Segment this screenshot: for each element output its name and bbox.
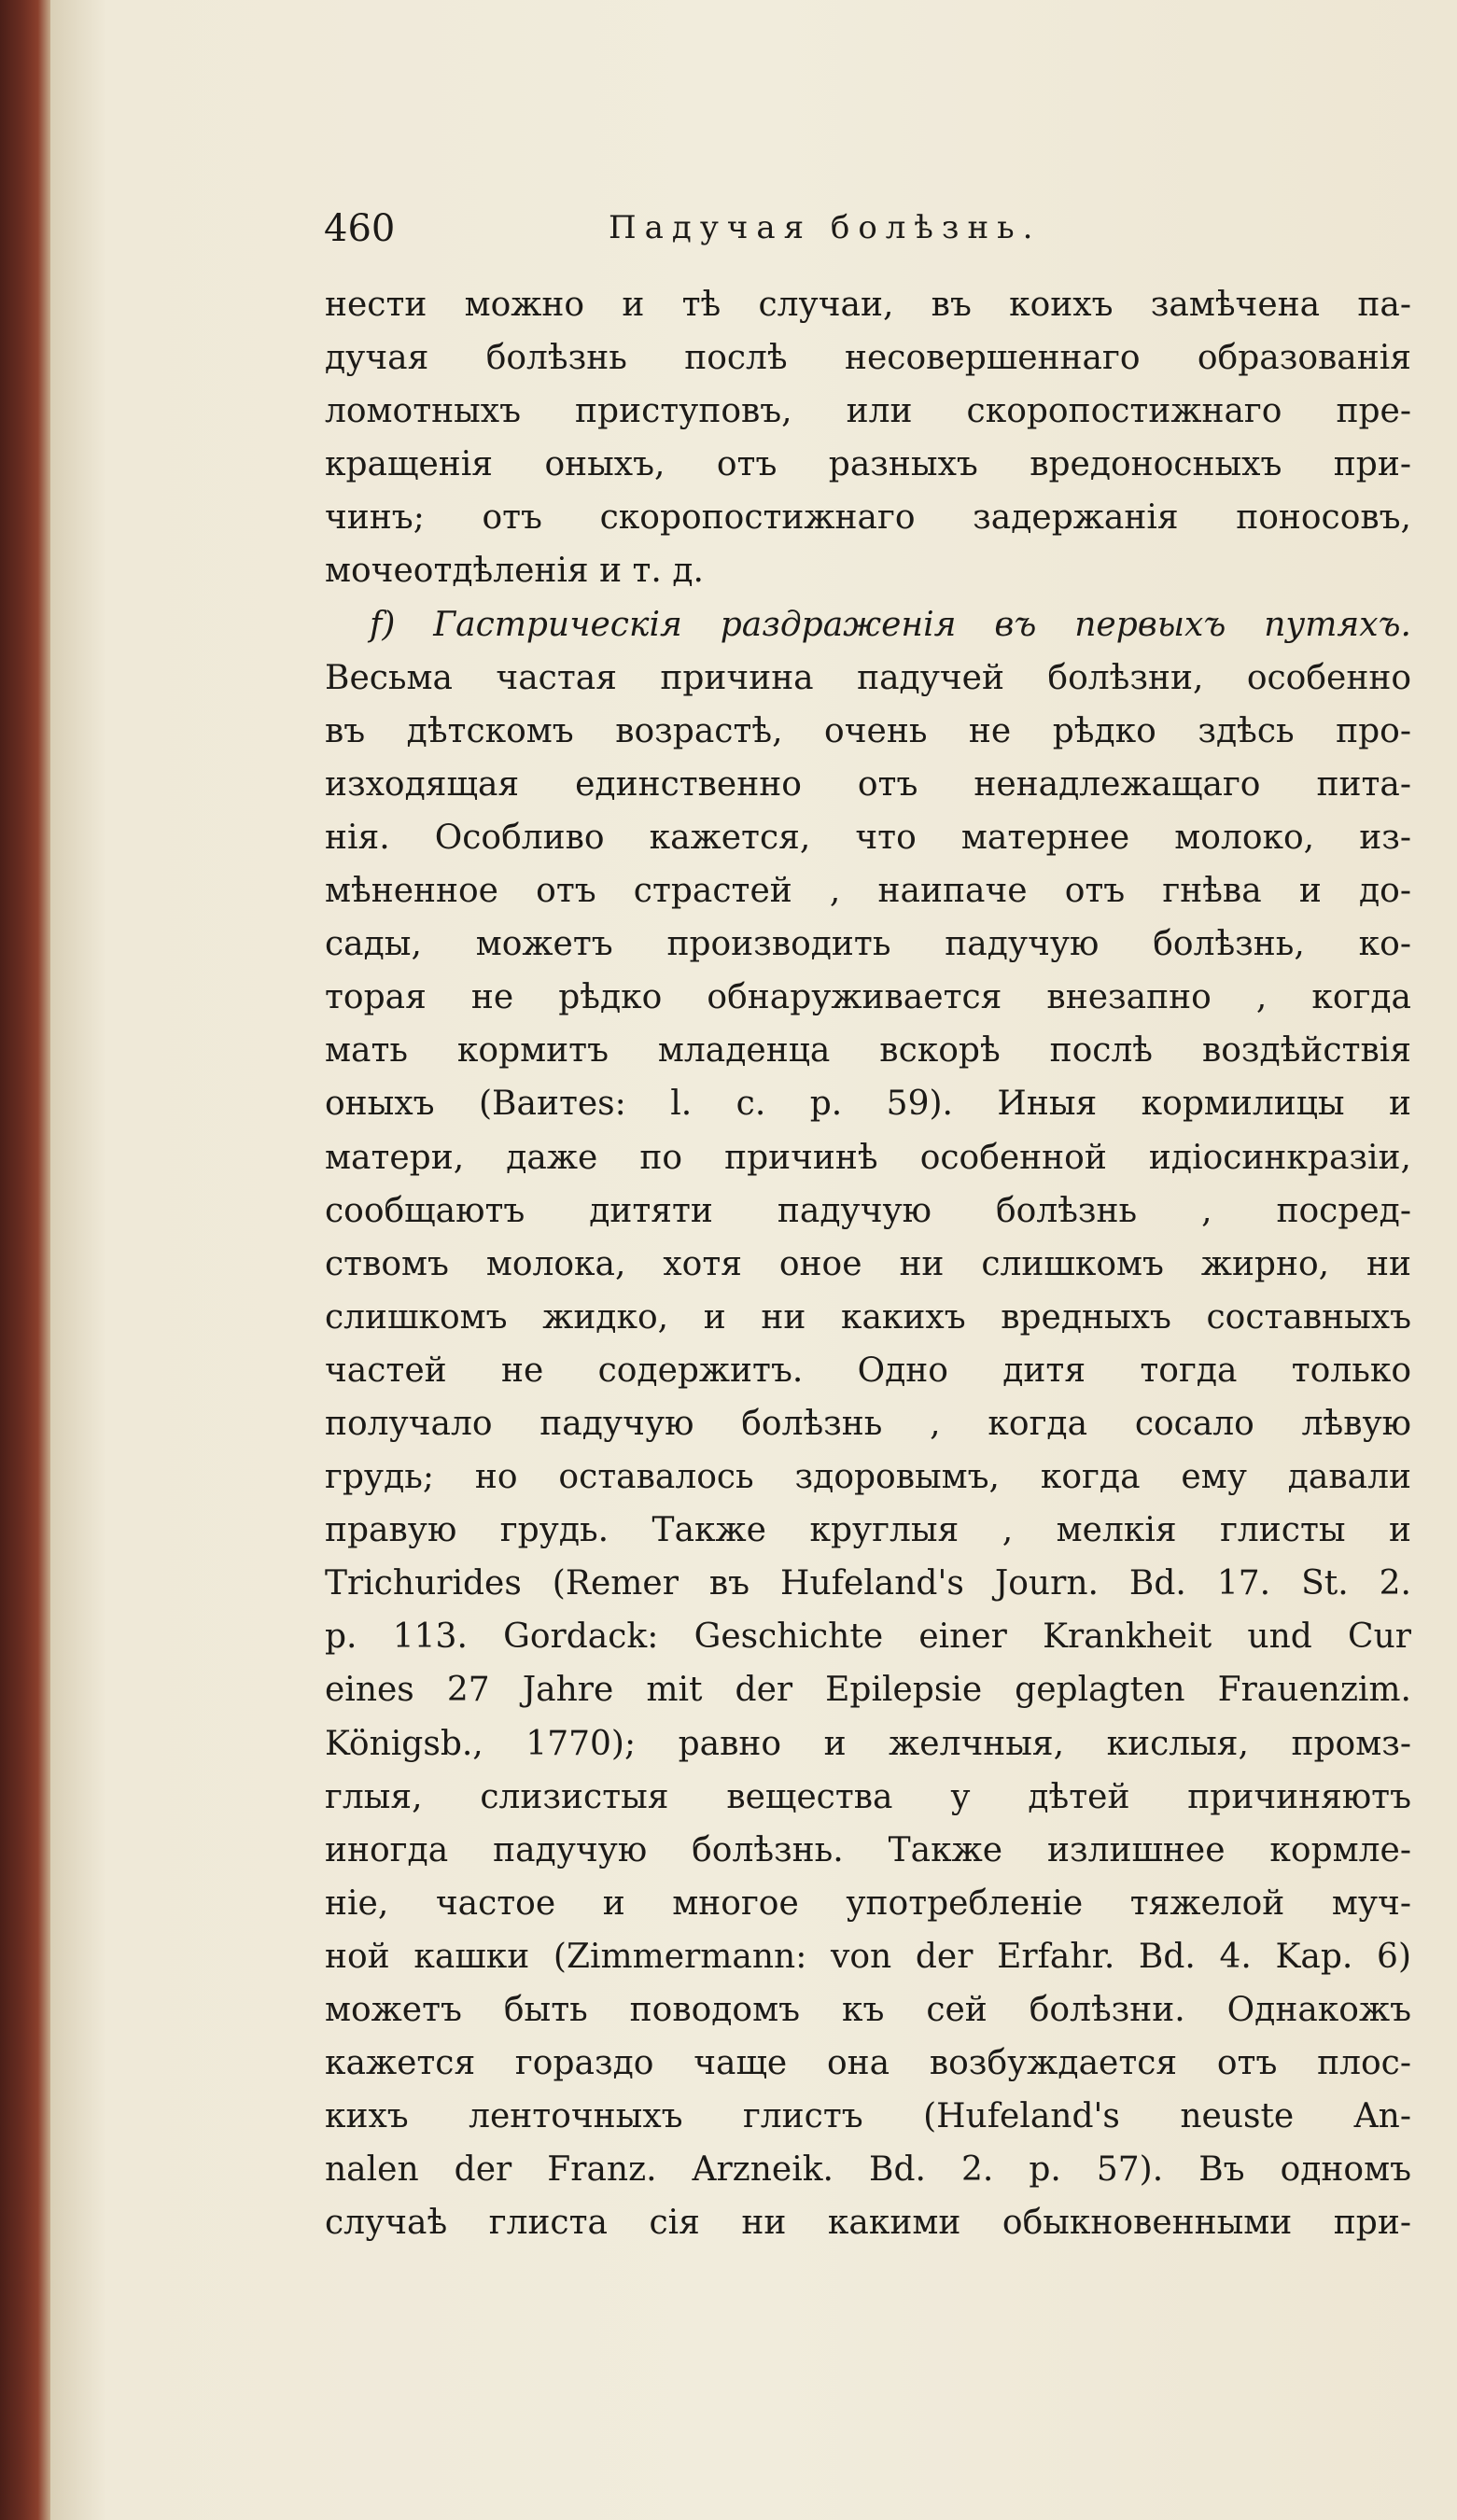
text-line: слишкомъ жидко, и ни какихъ вредныхъ составныхъ: [325, 1297, 1411, 1337]
text-line: мѣненное отъ страстей , наипаче отъ гнѣва и до-: [325, 872, 1411, 911]
text-line: кращенія оныхъ, отъ разныхъ вредоносныхъ при-: [325, 445, 1411, 484]
text-line: ломотныхъ приступовъ, или скоропостижнаго пре-: [325, 392, 1411, 431]
text-line: Весьма частая причина падучей болѣзни, особенно: [325, 658, 1411, 697]
text-line: ствомъ молока, хотя оное ни слишкомъ жирно, ни: [325, 1244, 1411, 1283]
text-line: глыя, слизистыя вещества у дѣтей причиняютъ: [325, 1777, 1411, 1816]
text-line: оныхъ (Ваитеs: l. c. p. 59). Иныя кормилицы и: [325, 1085, 1411, 1124]
text-line: p. 113. Gordack: Geschichte einer Krankheit und Cur: [325, 1617, 1411, 1657]
text-line: кажется гораздо чаще она возбуждается отъ плос-: [325, 2044, 1411, 2083]
text-line: ной кашки (Zimmermann: von der Erfahr. Bd. 4. Kap. 6): [325, 1937, 1411, 1976]
text-line: матери, даже по причинѣ особенной идіосинкразіи,: [325, 1138, 1411, 1177]
text-line: кихъ ленточныхъ глистъ (Hufeland's neuste An-: [325, 2097, 1411, 2136]
text-line: иногда падучую болѣзнь. Также излишнее кормле-: [325, 1830, 1411, 1869]
text-line: частей не содержитъ. Одно дитя тогда только: [325, 1351, 1411, 1390]
text-line: можетъ быть поводомъ къ сей болѣзни. Однакожъ: [325, 1991, 1411, 2029]
text-line: мочеотдѣленія и т. д.: [325, 552, 704, 591]
text-line: изходящая единственно отъ ненадлежащаго пита-: [325, 764, 1411, 804]
text-line: ніе, частое и многое употребленіе тяжелой муч-: [325, 1883, 1411, 1923]
text-line: nalen der Franz. Arzneik. Bd. 2. p. 57). Въ одномъ: [325, 2150, 1411, 2190]
text-line: Königsb., 1770); равно и желчныя, кислыя, промз-: [325, 1724, 1411, 1763]
page-header: [324, 207, 1425, 263]
text-line: нія. Особливо кажется, что матернее молоко, из-: [325, 818, 1411, 857]
text-line: чинъ; отъ скоропостижнаго задержанія поносовъ,: [325, 498, 1411, 538]
text-line: Trichurides (Remer въ Hufeland's Journ. Bd. 17. St. 2.: [325, 1564, 1411, 1603]
text-line: правую грудь. Также круглыя , мелкія глисты и: [325, 1511, 1411, 1550]
text-line: торая не рѣдко обнаруживается внезапно , когда: [325, 978, 1411, 1017]
book-spine-edge: [0, 0, 50, 2520]
text-line: грудь; но оставалось здоровымъ, когда ему давали: [325, 1458, 1411, 1497]
text-line: мать кормитъ младенца вскорѣ послѣ воздѣйствія: [325, 1031, 1411, 1071]
text-line: дучая болѣзнь послѣ несовершеннаго образованія: [325, 339, 1411, 378]
text-line: eines 27 Jahre mit der Epilepsie geplagten Frauenzim.: [325, 1671, 1411, 1710]
body-text: [325, 278, 1411, 2249]
page-number: 460: [324, 207, 396, 250]
text-line: получало падучую болѣзнь , когда сосало лѣвую: [325, 1404, 1411, 1443]
section-heading-line: f) Гастрическія раздраженія въ первыхъ путяхъ.: [370, 605, 1411, 644]
text-line: нести можно и тѣ случаи, въ коихъ замѣчена па-: [325, 286, 1411, 324]
text-line: случаѣ глиста сія ни какими обыкновенными при-: [325, 2204, 1411, 2243]
text-line: въ дѣтскомъ возрастѣ, очень не рѣдко здѣсь про-: [325, 711, 1411, 750]
running-title: Падучая болѣзнь.: [609, 209, 1042, 246]
text-line: сообщаютъ дитяти падучую болѣзнь , посред-: [325, 1191, 1411, 1230]
text-line: сады, можетъ производить падучую болѣзнь, ко-: [325, 925, 1411, 964]
